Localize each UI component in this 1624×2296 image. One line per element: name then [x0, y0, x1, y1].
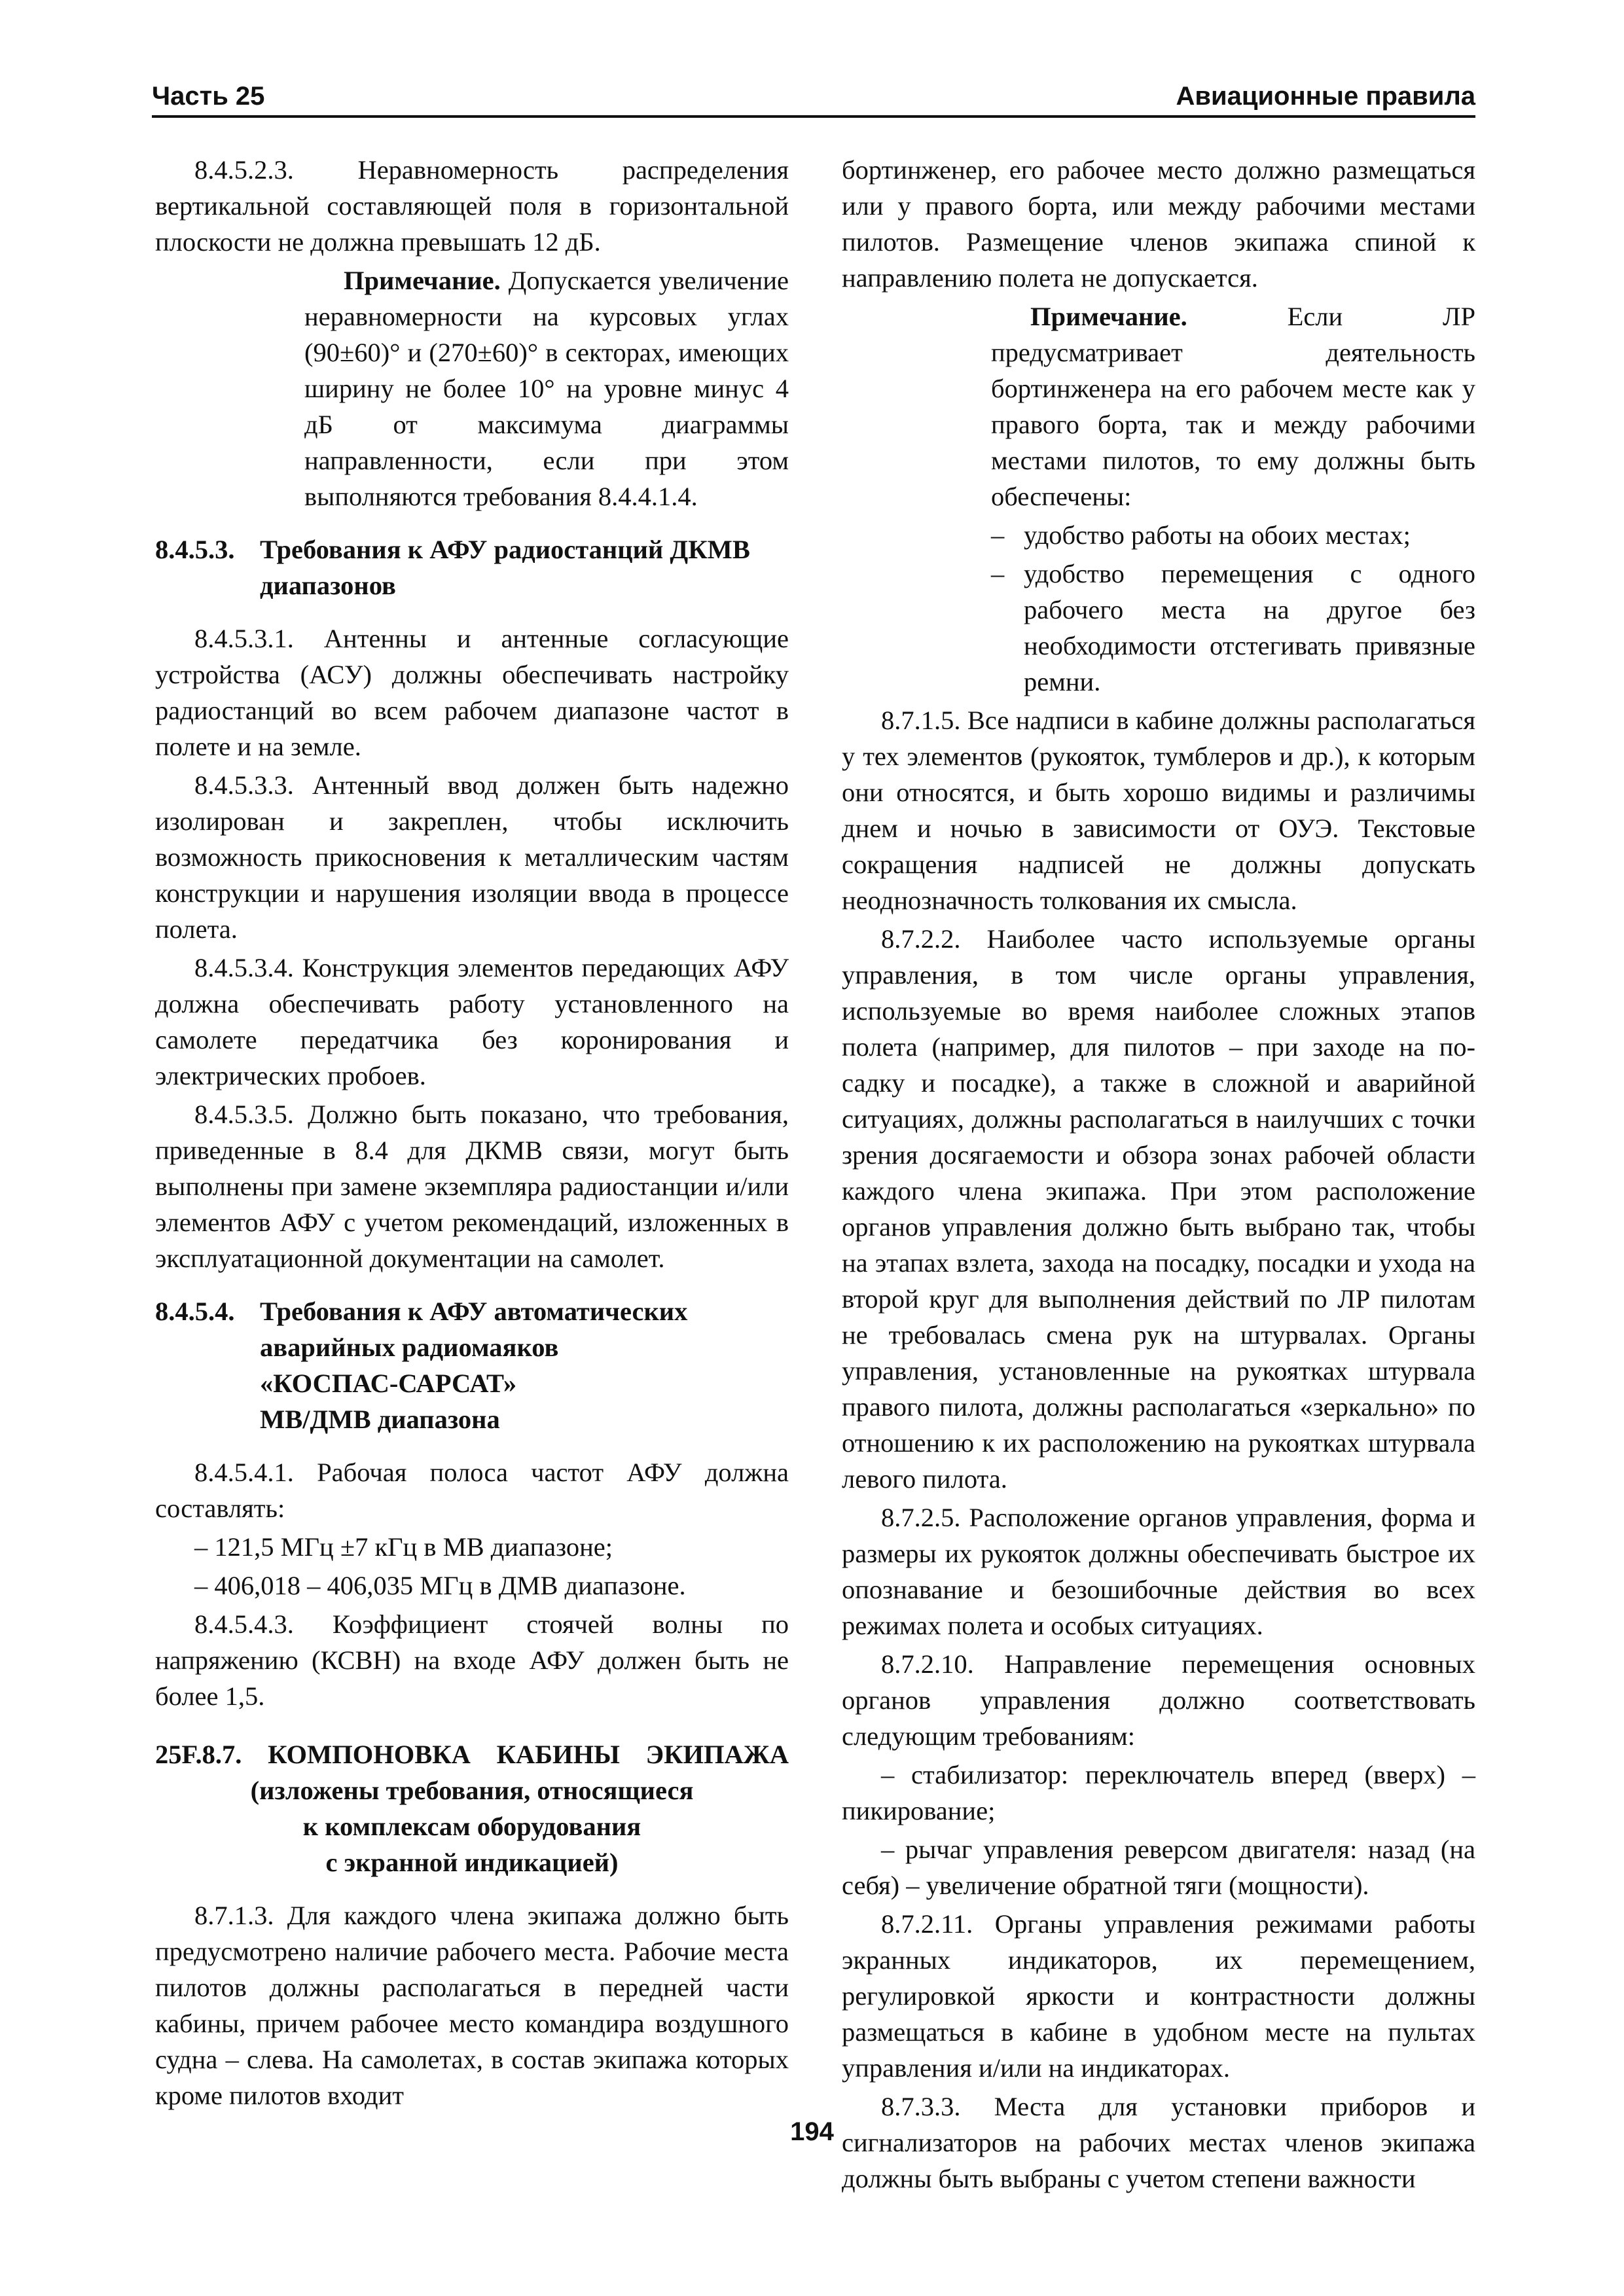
section-title-line: «КОСПАС-САРСАТ» — [260, 1369, 517, 1398]
section-heading-8-4-5-4 — [155, 1293, 789, 1437]
paragraph-8-4-5-4-3: 8.4.5.4.3. Коэффициент стоячей волны по напряжению (КСВН) на входе АФУ должен быть не более 1,5. — [155, 1609, 789, 1711]
section-title-line: Требования к АФУ автоматических — [260, 1297, 688, 1326]
paragraph-8-4-5-3-4: 8.4.5.3.4. Конструкция элементов передающих АФУ должна обеспечивать работу установленного на самолете передатчика без коронирования и электрических пробоев. — [155, 953, 789, 1090]
note-intro — [881, 298, 1475, 514]
paragraph-8-7-1-5: 8.7.1.5. Все надписи в кабине должны располагаться у тех элементов (рукояток, тумблеров и др.), к которым они относятся, и быть хорошо видимы и различимы днем и ночью в зависимости от ОУЭ. Текстовые сокращения надписей не должны допускать неоднозначность толкования их смысла. — [842, 706, 1475, 915]
section-title-line: аварийных радиомаяков — [260, 1333, 559, 1362]
paragraph-8-4-5-4-1: 8.4.5.4.1. Рабочая полоса частот АФУ должна составлять: — [155, 1458, 789, 1523]
section-title — [260, 1293, 789, 1437]
paragraph-8-7-2-2: 8.7.2.2. Наиболее часто используемые органы управления, в том числе органы управления, используемые во время наиболее сложных этапов полета (например, для пилотов – при заходе на по-садку и посадке), а также в сложной и аварийной ситуациях, должны располагаться в наилучших с точки зрения досягаемости и обзора зонах рабочей области каждого члена экипажа. При этом расположение органов управления должно быть выбрано так, чтобы на этапах взлета, захода на посадку, посадки и ухода на второй круг для выполнения действий по ЛР пилотам не требовалась смена рук на штурвалах. Органы управления, установленные на рукоятках штурвала правого пилота, должны располагаться «зеркально» по отношению к их расположению на рукоятках штурвала левого пилота. — [842, 924, 1475, 1494]
paragraph-8-7-1-3: 8.7.1.3. Для каждого члена экипажа должно быть предусмотрено наличие рабочего места. Рабочие места пилотов должны располагаться в передней части кабины, причем рабочее место командира воздушного судна – слева. На самолетах, в состав экипажа которых кроме пилотов входит — [155, 1901, 789, 2110]
note-list-item — [842, 517, 1475, 553]
page-number: 194 — [790, 2117, 834, 2146]
chapter-subtitle-line: (изложены требования, относящиеся — [250, 1776, 694, 1805]
paragraph-8-7-2-5: 8.7.2.5. Расположение органов управления, форма и размеры их рукояток должны обеспечивать быстрое их опознавание и безошибочные действия во всех режимах полета и особых ситуациях. — [842, 1503, 1475, 1640]
paragraph-8-4-5-3-5: 8.4.5.3.5. Должно быть показано, что требования, приведенные в 8.4 для ДКМВ связи, могут быть выполнены при замене экземпляра радиостанции и/или элементов АФУ с учетом рекомендаций, изложенных в эксплуатационной документации на самолет. — [155, 1100, 789, 1273]
section-number: 8.4.5.4. — [155, 1297, 235, 1326]
paragraph-8-4-5-3-3: 8.4.5.3.3. Антенный ввод должен быть надежно изолирован и закреплен, чтобы исключить возможность прикосновения к металлическим частям конструкции и нарушения изоляции ввода в процессе полета. — [155, 770, 789, 944]
note-list-item — [842, 556, 1475, 700]
paragraph-8-4-5-2-3: 8.4.5.2.3. Неравномерность распределения вертикальной составляющей поля в горизонтальной плоскости не должна превышать 12 дБ. — [155, 155, 789, 257]
note-list-text: удобство перемещения с одного рабочего места на другое без необходимости отстегивать привязные ремни. — [1024, 559, 1475, 696]
list-item: – рычаг управления реверсом двигателя: назад (на себя) – увеличение обратной тяги (мощности). — [842, 1835, 1475, 1900]
list-item: – 406,018 – 406,035 МГц в ДМВ диапазоне. — [194, 1571, 686, 1600]
chapter-subtitle-line: к комплексам оборудования — [302, 1812, 641, 1841]
list-item: – 121,5 МГц ±7 кГц в МВ диапазоне; — [194, 1532, 613, 1562]
paragraph-8-7-1-3-continued: бортинженер, его рабочее место должно размещаться или у правого борта, или между рабочими местами пилотов. Размещение членов экипажа спиной к направлению полета не допускается. — [842, 155, 1475, 293]
right-column — [842, 152, 1475, 2199]
paragraph-8-7-3-3: 8.7.3.3. Места для установки приборов и сигнализаторов на рабочих местах членов экипажа должны быть выбраны с учетом степени важности — [842, 2092, 1475, 2193]
dash-marker: – — [991, 559, 1005, 588]
section-title: Требования к АФУ радиостанций ДКМВ диапазонов — [260, 535, 750, 600]
dash-marker: – — [991, 520, 1005, 550]
paragraph-8-4-5-3-1: 8.4.5.3.1. Антенны и антенные согласующие устройства (АСУ) должны обеспечивать настройку радиостанций во всем рабочем диапазоне частот в полете и на земле. — [155, 624, 789, 761]
note-text: Допускается увеличение неравномерности на курсовых углах (90±60)° и (270±60)° в секторах, имеющих ширину не более 10° на уровне минус 4 дБ от максимума диаграммы направленности, если при этом выполняются требования 8.4.4.1.4. — [304, 266, 789, 511]
header-part-label: Часть 25 — [152, 82, 265, 111]
left-column — [155, 152, 789, 2116]
note-list-text: удобство работы на обоих местах; — [1024, 520, 1411, 550]
note-8-7-1-3 — [842, 298, 1475, 700]
section-heading-8-4-5-3 — [155, 531, 789, 603]
note-8-4-5-2-3 — [194, 262, 789, 514]
header-doc-title: Авиационные правила — [1176, 82, 1475, 111]
section-title-line: МВ/ДМВ диапазона — [260, 1405, 500, 1434]
paragraph-8-7-2-10: 8.7.2.10. Направление перемещения основных органов управления должно соответствовать следующим требованиям: — [842, 1649, 1475, 1751]
section-number: 8.4.5.3. — [155, 535, 235, 564]
chapter-subtitle-line: с экранной индикацией) — [325, 1848, 619, 1877]
note-label: Примечание. — [344, 266, 501, 295]
list-item: – стабилизатор: переключатель вперед (вверх) – пикирование; — [842, 1760, 1475, 1825]
page-header — [152, 77, 1475, 118]
paragraph-8-7-2-11: 8.7.2.11. Органы управления режимами работы экранных индикаторов, их перемещением, регулировкой яркости и контрастности должны размещаться в кабине в удобном месте на пультах управления и/или на индикаторах. — [842, 1909, 1475, 2083]
chapter-title: 25F.8.7. КОМПОНОВКА КАБИНЫ ЭКИПАЖА — [155, 1740, 789, 1769]
note-text: Если ЛР предусматривает деятельность бортинженера на его рабочем месте как у правого борта, так и между рабочими местами пилотов, то ему должны быть обеспечены: — [991, 302, 1475, 511]
note-label: Примечание. — [1030, 302, 1187, 331]
chapter-heading-25f-8-7 — [155, 1736, 789, 1880]
